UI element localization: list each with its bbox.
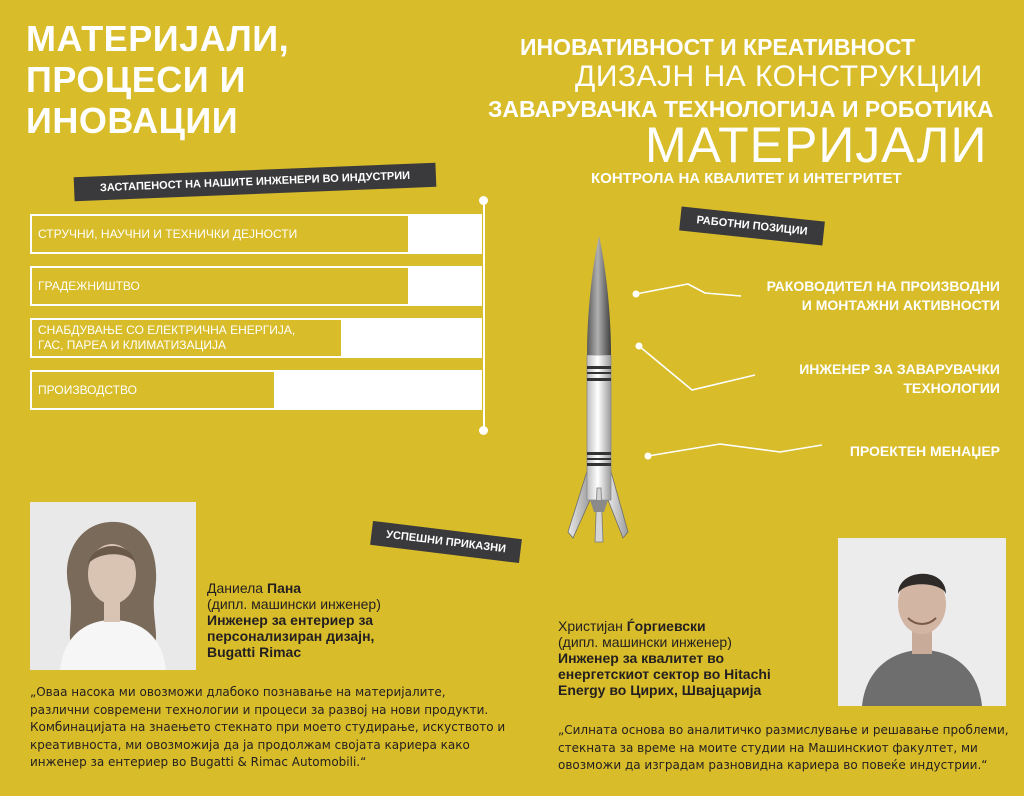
position-connector-line (648, 444, 822, 456)
quote-line: стекната за време на моите студии на Машинскиот факултет, ми (558, 740, 978, 755)
rocket-body (587, 355, 611, 500)
quote-line: „Силната основа во аналитичко размислување и решавање проблеми, (558, 723, 1009, 737)
person-photo (838, 538, 1006, 706)
person-role-line: Bugatti Rimac (207, 644, 302, 660)
person-role-line: енергетскиот сектор во Hitachi (558, 666, 771, 682)
position-item (799, 360, 1000, 398)
rocket-stripe (587, 366, 611, 369)
person-card (207, 580, 381, 660)
position-item-line: РАКОВОДИТЕЛ НА ПРОИЗВОДНИ (766, 278, 1000, 294)
page-title-line: ПРОЦЕСИ И (26, 59, 246, 100)
industry-bar-label-line: СТРУЧНИ, НАУЧНИ И ТЕХНИЧКИ ДЕЈНОСТИ (38, 226, 298, 241)
industry-bar-label-line: СНАБДУВАЊЕ СО ЕЛЕКТРИЧНА ЕНЕРГИЈА, (38, 323, 296, 337)
rocket-stripe (587, 463, 611, 466)
page-title-line: МАТЕРИЈАЛИ, (26, 18, 290, 59)
quote-line: овозможи да изградам разновидна кариера во повеќе индустрии.“ (558, 758, 988, 772)
position-item-line: ТЕХНОЛОГИИ (903, 380, 1000, 396)
person-quote (558, 722, 1009, 775)
quote-line: креативноста, ми овозможија да ја продолжам својата кариера како (30, 737, 470, 752)
position-item (850, 442, 1000, 461)
success-stories-label-tag: УСПЕШНИ ПРИКАЗНИ (370, 521, 522, 563)
position-item-line: ИНЖЕНЕР ЗА ЗАВАРУВАЧКИ (799, 361, 1000, 377)
rocket-stripe (587, 372, 611, 374)
keyword-quality: КОНТРОЛА НА КВАЛИТЕТ И ИНТЕГРИТЕТ (591, 170, 902, 187)
position-item (767, 277, 1000, 315)
position-connector-line (639, 346, 755, 390)
keyword-design: ДИЗАЈН НА КОНСТРУКЦИИ (575, 60, 983, 93)
person-photo (30, 502, 196, 670)
keyword-welding: ЗАВАРУВАЧКА ТЕХНОЛОГИЈА И РОБОТИКА (488, 96, 994, 122)
rocket-nozzle (590, 500, 608, 512)
person-degree: (дипл. машински инженер) (558, 634, 732, 650)
person-last-name: Ѓоргиевски (626, 618, 706, 634)
industry-label-tag: ЗАСТАПЕНОСТ НА НАШИТЕ ИНЖЕНЕРИ ВО ИНДУСТРИИ (74, 163, 437, 202)
person-role-line: персонализиран дизајн, (207, 628, 375, 644)
person-quote (30, 684, 505, 772)
rocket-nose (587, 236, 611, 355)
person-role-line: Инженер за ентериер за (207, 612, 374, 628)
keyword-innovation: ИНОВАТИВНОСТ И КРЕАТИВНОСТ (520, 34, 916, 60)
person-degree: (дипл. машински инженер) (207, 596, 381, 612)
position-connector-line (636, 284, 741, 296)
position-connector-dot (645, 453, 652, 460)
keyword-materials: МАТЕРИЈАЛИ (645, 117, 988, 173)
person-role-line: Energy во Цирих, Швајцарија (558, 682, 762, 698)
industry-bar-label-line: ГРАДЕЖНИШТВО (38, 278, 140, 293)
rocket-stripe (587, 452, 611, 455)
quote-line: различни современи технологии и процеси за развој на нови продукти. (30, 702, 489, 717)
position-item-line: И МОНТАЖНИ АКТИВНОСТИ (801, 297, 1000, 313)
quote-line: инженер за ентериер во Bugatti & Rimac Automobili.“ (30, 755, 367, 769)
rocket-stripe (587, 378, 611, 381)
portrait-illustration (30, 502, 196, 670)
portrait-illustration (838, 538, 1006, 706)
position-connector-dot (636, 343, 643, 350)
rocket-stripe (587, 458, 611, 460)
page-title-line: ИНОВАЦИИ (26, 100, 239, 141)
person-first-name: Христијан (558, 618, 623, 634)
person-first-name: Даниела (207, 580, 264, 596)
position-connector-dot (633, 291, 640, 298)
person-last-name: Пана (267, 580, 302, 596)
person-role-line: Инженер за квалитет во (558, 650, 725, 666)
person-card (558, 618, 771, 698)
quote-line: Комбинацијата на знаењето стекнато при моето студирање, искуството и (30, 720, 506, 734)
industry-bar-label-line: ПРОИЗВОДСТВО (38, 382, 137, 397)
quote-line: „Оваа насока ми овозможи длабоко познавање на материјалите, (30, 685, 446, 699)
positions-label-tag: РАБОТНИ ПОЗИЦИИ (679, 207, 825, 246)
industry-bar-label-line: ГАС, ПАРЕА И КЛИМАТИЗАЦИЈА (38, 338, 226, 352)
position-item-line: ПРОЕКТЕН МЕНАЏЕР (849, 443, 1000, 459)
